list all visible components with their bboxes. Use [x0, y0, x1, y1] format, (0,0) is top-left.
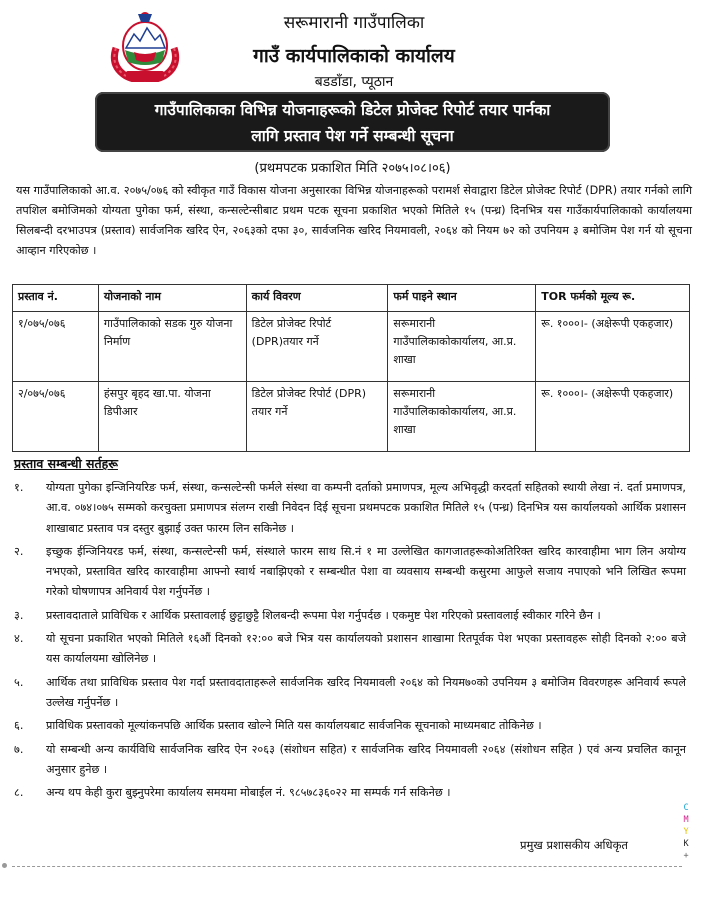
- cell-form-location: सरूमारानी गाउँपालिकाकोकार्यालय, आ.प्र. शाखा: [388, 312, 536, 382]
- cell-proposal-no: २/०७५/०७६: [13, 382, 99, 452]
- table-header-row: [13, 285, 690, 312]
- list-item: [14, 716, 686, 736]
- cell-form-location: सरूमारानी गाउँपालिकाकोकार्यालय, आ.प्र. शाखा: [388, 382, 536, 452]
- col-header-form-location: फर्म पाइने स्थान: [388, 285, 536, 312]
- list-item: [14, 740, 686, 781]
- term-text: आर्थिक तथा प्राविधिक प्रस्ताव पेश गर्दा प्रस्तावदाताहरूले सार्वजनिक खरिद नियमावली २०६४ को नियम७०को उपनियम ३ बमोजिम विवरणहरू अनिवार्य रूपले उल्लेख गर्नुपर्नेछ ।: [46, 675, 686, 709]
- col-header-tor-price: TOR फर्मको मूल्य रू.: [536, 285, 690, 312]
- municipality-name: सरूमारानी गाउँपालिका: [283, 13, 425, 33]
- term-text: प्राविधिक प्रस्तावको मूल्यांकनपछि आर्थिक प्रस्ताव खोल्ने मिति यस कार्यालयबाट सार्वजनिक सूचनाको माध्यमबाट तोकिनेछ ।: [46, 719, 542, 733]
- cmyk-y: Y: [683, 827, 689, 837]
- registration-dot: [2, 863, 7, 868]
- table-row: [13, 382, 690, 452]
- terms-heading: प्रस्ताव सम्बन्धी सर्तहरू: [14, 456, 118, 471]
- signature-title: प्रमुख प्रशासकीय अधिकृत: [520, 838, 628, 852]
- table-row: [13, 312, 690, 382]
- list-item: [14, 673, 686, 714]
- terms-list: [14, 478, 686, 806]
- cell-project-name: हंसपुर बृहद खा.पा. योजना डिपीआर: [98, 382, 246, 452]
- notice-title-line-2: लागि प्रस्ताव पेश गर्ने सम्बन्धी सूचना: [251, 127, 454, 145]
- office-location: बडडाँडा, प्यूठान: [314, 74, 394, 90]
- term-text: प्रस्तावदाताले प्राविधिक र आर्थिक प्रस्तावलाई छुट्टाछुट्टै शिलबन्दी रूपमा पेश गर्नुपर्दछ । एकमुष्ट पेश गरिएको प्रस्तावलाई स्वीकार गरिने छैन ।: [46, 608, 601, 622]
- list-item: [14, 629, 686, 670]
- cmyk-k: K: [683, 839, 689, 849]
- published-date: (प्रथमपटक प्रकाशित मिति २०७५।०८।०६): [254, 161, 451, 176]
- print-registration-marks: [681, 802, 691, 862]
- office-name: गाउँ कार्यपालिकाको कार्यालय: [253, 45, 455, 67]
- cmyk-plus: +: [683, 851, 689, 861]
- cell-tor-price: रू. १०००।- (अक्षेरूपी एकहजार): [536, 312, 690, 382]
- list-item: [14, 606, 686, 626]
- term-number: ६.: [14, 719, 24, 733]
- term-text: योग्यता पुगेका इन्जिनियरिङ फर्म, संस्था, कन्सल्टेन्सी फर्मले संस्था वा कम्पनी दर्ताको प्रमाणपत्र, मूल्य अभिवृद्धी करदर्ता सहितको स्थायी लेखा नं. दर्ता प्रमाणपत्र, आ.व. ०७४।०७५ सम्मको करचुक्ता प्रमाणपत्र संलग्न राखी निवेदन दिई सूचना प्रथमपटक प्रकाशित मितिले १५ (पन्ध्र) दिनभित्र यस कार्यालयको आर्थिक प्रशासन शाखाबाट प्रस्ताव पत्र दस्तुर बुझाई उक्त फारम लिन सकिनेछ ।: [46, 481, 686, 535]
- term-number: ४.: [14, 632, 24, 646]
- list-item: [14, 783, 686, 803]
- cmyk-m: M: [683, 815, 689, 825]
- col-header-proposal-no: प्रस्ताव नं.: [13, 285, 99, 312]
- proposal-table: [12, 284, 690, 452]
- term-number: २.: [14, 544, 24, 558]
- list-item: [14, 478, 686, 539]
- col-header-work-description: कार्य विवरण: [246, 285, 388, 312]
- term-text: यो सूचना प्रकाशित भएको मितिले १६औं दिनको १२:०० बजे भित्र यस कार्यालयको प्रशासन शाखामा रितपूर्वक पेश भएका प्रस्तावहरू सोही दिनको २:०० बजे यस कार्यालयमा खोलिनेछ ।: [46, 632, 686, 666]
- intro-paragraph: यस गाउँपालिकाको आ.व. २०७५/०७६ को स्वीकृत गाउँ विकास योजना अनुसारका विभिन्न योजनाहरूको परामर्श सेवाद्वारा डिटेल प्रोजेक्ट रिपोर्ट (DPR) तयार गर्नको लागि तपशिल बमोजिमको योग्यता पुगेका फर्म, संस्था, कन्सल्टेन्सीबाट प्रथम पटक सूचना प्रकाशित भएको मितिले १५ (पन्ध्र) दिनभित्र यस गाउँकार्यपालिकाको कार्यालयमा सिलबन्दी दरभाउपत्र (प्रस्ताव) सार्वजनिक खरिद ऐन, २०६३को दफा ३०, सार्वजनिक खरिद नियमावली, २०६४ को नियम ७२ को उपनियम ३ बमोजिम पेश गर्न यो सूचना आव्हान गरिएकोछ ।: [16, 184, 692, 257]
- cell-project-name: गाउँपालिकाको सडक गुरु योजना निर्माण: [98, 312, 246, 382]
- term-text: यो सम्बन्धी अन्य कार्यविधि सार्वजनिक खरिद ऐन २०६३ (संशोधन सहित) र सार्वजनिक खरिद नियमावली २०६४ (संशोधन सहित ) एवं अन्य प्रचलित कानून अनुसार हुनेछ ।: [46, 742, 686, 776]
- list-item: [14, 542, 686, 603]
- term-number: ३.: [14, 608, 24, 622]
- term-number: ५.: [14, 675, 24, 689]
- term-text: अन्य थप केही कुरा बुझ्नुपरेमा कार्यालय समयमा मोबाईल नं. ९८५७८३६०२२ मा सम्पर्क गर्न सकिनेछ ।: [46, 786, 451, 800]
- term-text: इच्छुक ईन्जिनियरड फर्म, संस्था, कन्सल्टेन्सी फर्म, संस्थाले फारम साथ सि.नं १ मा उल्लेखित कागजातहरूकोअतिरिक्त खरिद कारवाहीमा भाग लिन अयोग्य नभएको, प्रस्तावित खरिद कारवाहीमा आफ्नो स्वार्थ नबाझिएको र सम्बन्धीत पेशा वा व्यवसाय सम्बन्धी कसुरमा आफुले सजाय नपाएको भनि लिखित रूपमा गरेको घोषणापत्र अनिवार्य पेश गर्नुपर्नेछ ।: [46, 544, 686, 599]
- cmyk-c: C: [683, 803, 689, 813]
- term-number: १.: [14, 481, 24, 494]
- notice-title-banner: [95, 92, 610, 152]
- notice-title-line-1: गाउँपालिकाका विभिन्न योजनाहरूको डिटेल प्रोजेक्ट रिपोर्ट तयार पार्नका: [154, 101, 551, 119]
- cell-proposal-no: १/०७५/०७६: [13, 312, 99, 382]
- cell-work-description: डिटेल प्रोजेक्ट रिपोर्ट (DPR) तयार गर्ने: [246, 382, 388, 452]
- col-header-project-name: योजनाको नाम: [98, 285, 246, 312]
- nepal-emblem-icon: [104, 8, 186, 82]
- term-number: ८.: [14, 786, 24, 800]
- cell-work-description: डिटेल प्रोजेक्ट रिपोर्ट (DPR)तयार गर्ने: [246, 312, 388, 382]
- cell-tor-price: रू. १०००।- (अक्षेरूपी एकहजार): [536, 382, 690, 452]
- term-number: ७.: [14, 742, 24, 756]
- bottom-trim-line: [12, 866, 682, 867]
